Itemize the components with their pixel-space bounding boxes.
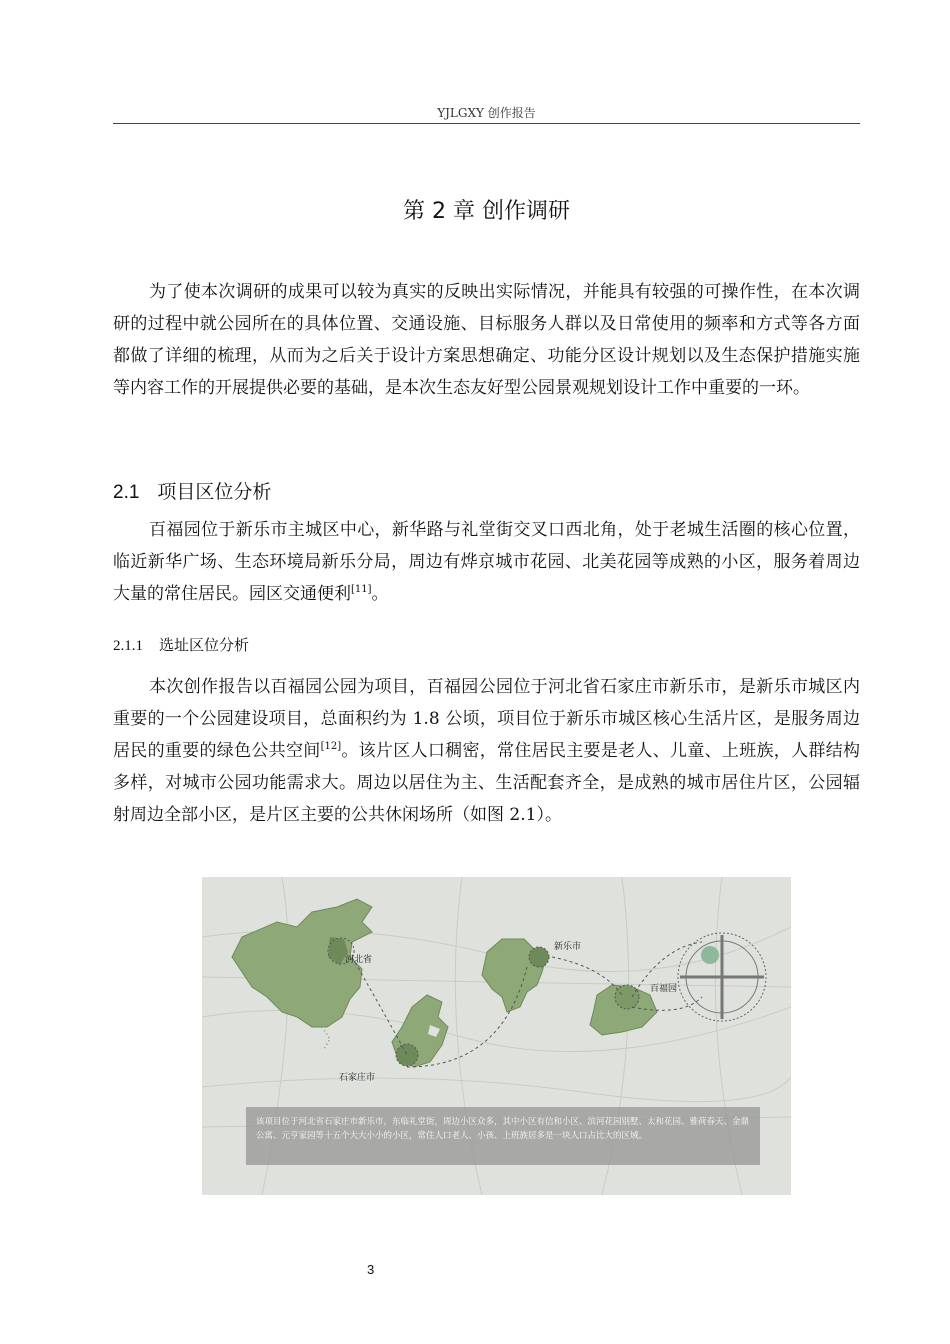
subsection-title: 选址区位分析 [159, 636, 250, 654]
label-hebei: 河北省 [345, 955, 373, 965]
label-baifuyuan: 百福园 [650, 984, 678, 994]
label-xinle: 新乐市 [554, 942, 582, 952]
citation-11: [11] [351, 584, 372, 595]
paragraph-end: 。 [371, 584, 389, 604]
section-2-1-1-paragraph [113, 671, 860, 831]
label-shijiazhuang: 石家庄市 [339, 1073, 376, 1083]
section-heading-2-1 [113, 477, 271, 504]
section-title: 项目区位分析 [157, 481, 272, 503]
citation-12: [12] [320, 741, 342, 752]
subsection-heading-2-1-1 [113, 634, 249, 655]
running-header: YJLGXY 创作报告 [437, 106, 536, 120]
intro-paragraph: 为了使本次调研的成果可以较为真实的反映出实际情况，并能具有较强的可操作性，在本次调研的过程中就公园所在的具体位置、交通设施、目标服务人群以及日常使用的频率和方式等各方面都做了详细的梳理，从而为之后关于设计方案思想确定、功能分区设计规划以及生态保护措施实施等内容工作的开展提供必要的基础，是本次生态友好型公园景观规划设计工作中重要的一环。 [113, 282, 860, 398]
paragraph-text-continued: 。该片区人口稠密，常住居民主要是老人、儿童、上班族，人群结构多样，对城市公园功能需求大。周边以居住为主、生活配套齐全，是成熟的城市居住片区，公园辐射周边全部小区，是片区主要的公共休闲场所（如图 2.1）。 [113, 741, 860, 825]
paragraph-text: 本次创作报告以百福园公园为项目，百福园公园位于河北省石家庄市新乐市，是新乐市城区内重要的一个公园建设项目，总面积约为 1.8 公顷，项目位于新乐市城区核心生活片区，是服务周边居民的重要的绿色公共空间 [113, 677, 860, 761]
figure-caption: 该项目位于河北省石家庄市新乐市，东临礼堂街，周边小区众多，其中小区有信和小区、滨河花园别墅、太和花园、雅荷春天、金鼎公寓、元亨家园等十五个大大小小的小区，常住人口老人、小孩、上班族居多是一块人口占比大的区域。 [246, 1107, 760, 1165]
header-rule [113, 123, 860, 124]
paragraph-text: 百福园位于新乐市主城区中心，新华路与礼堂街交叉口西北角，处于老城生活圈的核心位置，临近新华广场、生态环境局新乐分局，周边有烨京城市花园、北美花园等成熟的小区，服务着周边大量的常住居民。园区交通便利 [113, 520, 860, 604]
location-map-figure [202, 877, 791, 1195]
page-number: 3 [367, 1262, 375, 1277]
section-number: 2.1 [113, 482, 140, 503]
section-2-1-paragraph [113, 514, 860, 610]
subsection-number: 2.1.1 [113, 638, 143, 654]
chapter-title: 第 2 章 创作调研 [403, 199, 570, 224]
